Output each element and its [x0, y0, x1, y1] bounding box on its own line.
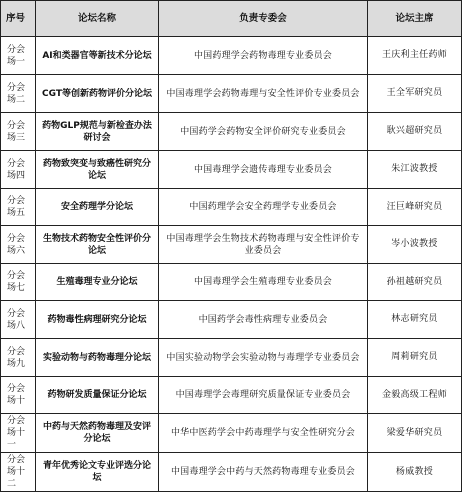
header-name: 论坛名称 — [36, 1, 159, 37]
table-row — [1, 151, 462, 189]
row-committee: 中国药理学会安全药理学专业委员会 — [159, 189, 368, 226]
row-committee: 中国毒理学会生殖毒理专业委员会 — [159, 264, 368, 301]
header-host: 论坛主席 — [368, 1, 462, 37]
row-index: 分会场五 — [1, 189, 36, 226]
table-body — [1, 37, 462, 492]
row-host: 杨威教授 — [368, 453, 462, 492]
header-index: 序号 — [1, 1, 36, 37]
row-index: 分会场六 — [1, 226, 36, 264]
row-committee: 中国毒理学会遗传毒理专业委员会 — [159, 151, 368, 189]
row-index: 分会场十 — [1, 377, 36, 414]
row-forum-name: 青年优秀论文专业评选分论坛 — [36, 453, 159, 492]
row-committee: 中国毒理学会生物技术药物毒理与安全性评价专业委员会 — [159, 226, 368, 264]
row-index: 分会场一 — [1, 37, 36, 75]
table-row — [1, 264, 462, 301]
row-index: 分会场三 — [1, 113, 36, 151]
row-committee: 中华中医药学会中药毒理学与安全性研究分会 — [159, 414, 368, 453]
table-row — [1, 414, 462, 453]
row-committee: 中国毒理学会毒理研究质量保证专业委员会 — [159, 377, 368, 414]
table-row — [1, 301, 462, 339]
table-row — [1, 75, 462, 113]
row-committee: 中国药学会药物安全评价研究专业委员会 — [159, 113, 368, 151]
row-index: 分会场九 — [1, 339, 36, 377]
row-host: 汪巨峰研究员 — [368, 189, 462, 226]
row-host: 岑小波教授 — [368, 226, 462, 264]
row-host: 周莉研究员 — [368, 339, 462, 377]
row-host: 林志研究员 — [368, 301, 462, 339]
row-index: 分会场十二 — [1, 453, 36, 492]
row-committee: 中国药学会毒性病理专业委员会 — [159, 301, 368, 339]
row-committee: 中国药理学会药物毒理专业委员会 — [159, 37, 368, 75]
row-forum-name: 药物GLP规范与新检查办法研讨会 — [36, 113, 159, 151]
table-row — [1, 377, 462, 414]
row-index: 分会场四 — [1, 151, 36, 189]
table-row — [1, 339, 462, 377]
row-host: 孙祖越研究员 — [368, 264, 462, 301]
table-row — [1, 189, 462, 226]
row-host: 耿兴超研究员 — [368, 113, 462, 151]
row-host: 金毅高级工程师 — [368, 377, 462, 414]
row-forum-name: 药物致突变与致癌性研究分论坛 — [36, 151, 159, 189]
row-index: 分会场七 — [1, 264, 36, 301]
row-forum-name: 药物研发质量保证分论坛 — [36, 377, 159, 414]
row-forum-name: CGT等创新药物评价分论坛 — [36, 75, 159, 113]
row-index: 分会场十一 — [1, 414, 36, 453]
row-committee: 中国毒理学会药物毒理与安全性评价专业委员会 — [159, 75, 368, 113]
table-row — [1, 113, 462, 151]
row-forum-name: 中药与天然药物毒理及安评分论坛 — [36, 414, 159, 453]
row-forum-name: 生物技术药物安全性评价分论坛 — [36, 226, 159, 264]
row-committee: 中国实验动物学会实验动物与毒理学专业委员会 — [159, 339, 368, 377]
row-host: 王庆利主任药师 — [368, 37, 462, 75]
header-committee: 负责专委会 — [159, 1, 368, 37]
header-row — [1, 1, 462, 37]
row-host: 王全军研究员 — [368, 75, 462, 113]
table-header — [1, 1, 462, 37]
row-index: 分会场八 — [1, 301, 36, 339]
table-row — [1, 37, 462, 75]
row-forum-name: 安全药理学分论坛 — [36, 189, 159, 226]
row-forum-name: 实验动物与药物毒理分论坛 — [36, 339, 159, 377]
row-host: 梁爱华研究员 — [368, 414, 462, 453]
row-index: 分会场二 — [1, 75, 36, 113]
row-forum-name: 生殖毒理专业分论坛 — [36, 264, 159, 301]
table-row — [1, 453, 462, 492]
row-forum-name: 药物毒性病理研究分论坛 — [36, 301, 159, 339]
row-host: 朱江波教授 — [368, 151, 462, 189]
row-committee: 中国毒理学会中药与天然药物毒理专业委员会 — [159, 453, 368, 492]
table-row — [1, 226, 462, 264]
row-forum-name: AI和类器官等新技术分论坛 — [36, 37, 159, 75]
